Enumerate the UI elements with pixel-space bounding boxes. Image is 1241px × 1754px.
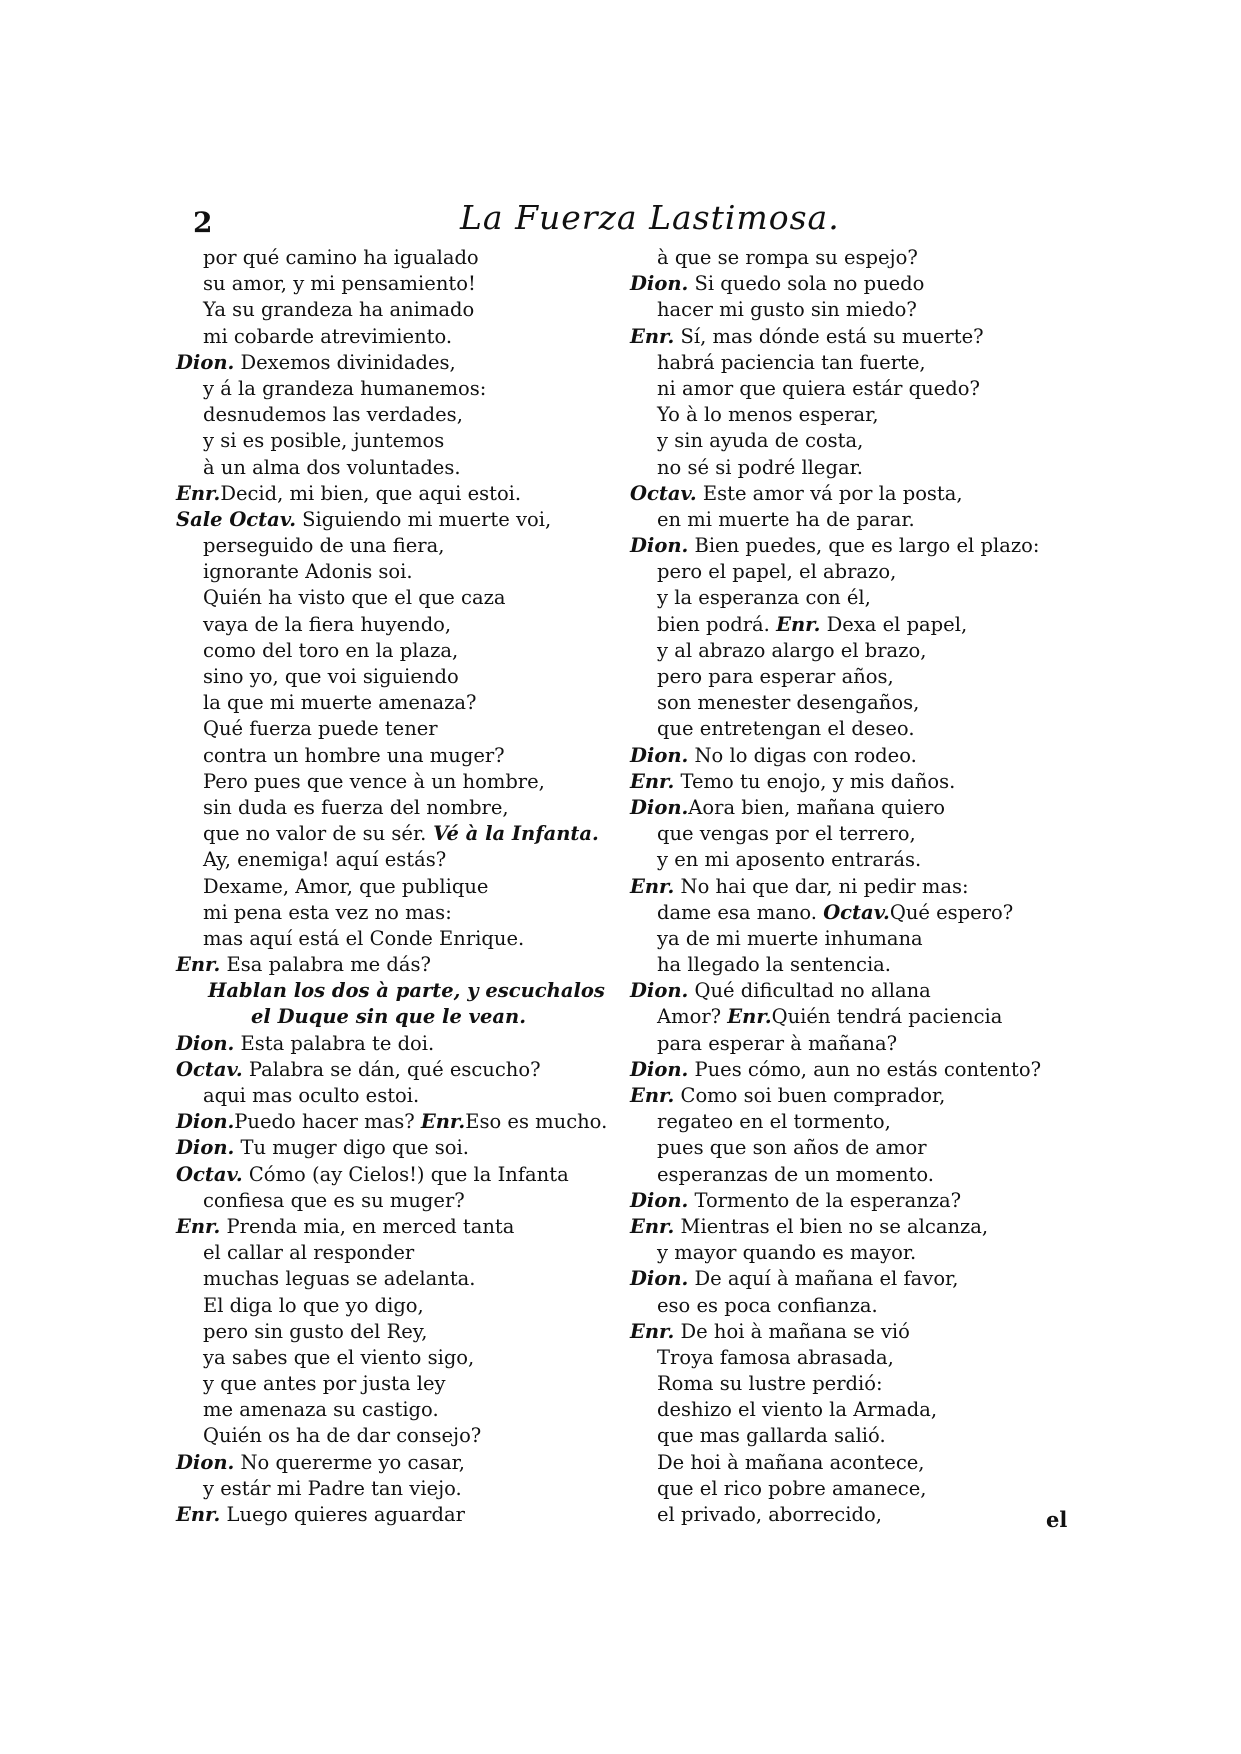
verse-line (630, 716, 1070, 742)
line-text: vaya de la fiera huyendo, (203, 612, 452, 636)
line-text: pero para esperar años, (657, 665, 894, 688)
line-text: Esa palabra me dás? (220, 953, 431, 977)
verse-line (630, 559, 1070, 585)
verse-line (176, 559, 626, 585)
speaker-name: Enr. (420, 1110, 466, 1134)
speaker-name: Enr. (630, 1319, 675, 1343)
verse-line (176, 1214, 626, 1240)
line-text: Cómo (ay Cielos!) que la Infanta (242, 1162, 569, 1186)
verse-line (630, 821, 1070, 847)
speaker-name: Dion. (176, 1110, 235, 1134)
line-text: Quién tendrá paciencia (771, 1005, 1003, 1029)
line-text: No hai que dar, ni pedir mas: (674, 874, 969, 898)
speaker-name: Enr. (630, 324, 675, 348)
verse-line (630, 900, 1070, 926)
line-text: contra un hombre una muger? (203, 743, 505, 767)
verse-line (176, 1135, 626, 1161)
verse-line (176, 847, 626, 873)
line-text: ni amor que quiera estár quedo? (657, 376, 980, 400)
line-text: que mas gallarda salió. (657, 1424, 886, 1448)
line-text: Si quedo sola no puedo (688, 272, 925, 296)
line-text: Dexemos divinidades, (234, 350, 456, 374)
line-text: en mi muerte ha de parar. (657, 507, 915, 531)
line-text: Luego quieres aguardar (220, 1503, 465, 1526)
verse-line (176, 1188, 626, 1214)
verse-line (176, 271, 626, 297)
line-text: Esta palabra te doi. (234, 1031, 435, 1055)
verse-line (630, 245, 1070, 271)
verse-line (176, 245, 626, 271)
speaker-name: Enr. (630, 874, 675, 898)
verse-line (630, 1031, 1070, 1057)
line-text: su amor, y mi pensamiento! (203, 272, 476, 296)
line-text: regateo en el tormento, (657, 1110, 891, 1134)
line-text: Pues cómo, aun no estás contento? (688, 1057, 1042, 1081)
line-text: y sin ayuda de costa, (657, 429, 864, 453)
line-text: Amor? (657, 1005, 728, 1029)
line-text: no sé si podré llegar. (657, 455, 863, 479)
verse-line (176, 1057, 626, 1083)
verse-line (176, 716, 626, 742)
verse-line (630, 1188, 1070, 1214)
line-text: Mientras el bien no se alcanza, (674, 1214, 989, 1238)
verse-line (630, 1371, 1070, 1397)
verse-line (176, 376, 626, 402)
line-text: y si es posible, juntemos (203, 429, 445, 453)
line-text: Qué dificultad no allana (688, 979, 931, 1003)
verse-line (176, 1266, 626, 1292)
verse-line (176, 428, 626, 454)
line-text: Tormento de la esperanza? (688, 1188, 962, 1212)
verse-line (176, 297, 626, 323)
line-text: Palabra se dán, qué escucho? (242, 1057, 541, 1081)
verse-line (176, 952, 626, 978)
line-text: à un alma dos voluntades. (203, 455, 461, 479)
verse-line (630, 376, 1070, 402)
speaker-name: Enr. (176, 1503, 221, 1526)
verse-line (630, 507, 1070, 533)
verse-line (176, 350, 626, 376)
line-text: Aora bien, mañana quiero (688, 795, 946, 819)
verse-line (630, 481, 1070, 507)
speaker-name: Dion. (176, 1136, 235, 1160)
verse-line (176, 1004, 626, 1030)
verse-line (630, 271, 1070, 297)
line-text: Bien puedes, que es largo el plazo: (688, 534, 1040, 558)
speaker-name: Enr. (176, 481, 221, 505)
line-text: Dexa el papel, (820, 612, 968, 636)
line-text: Quién ha visto que el que caza (203, 586, 506, 610)
line-text: la que mi muerte amenaza? (203, 691, 477, 715)
line-text: mas aquí está el Conde Enrique. (203, 926, 525, 950)
line-text: No quererme yo casar, (234, 1450, 466, 1474)
verse-line (630, 1293, 1070, 1319)
line-text: Como soi buen comprador, (674, 1084, 946, 1107)
verse-line (630, 612, 1070, 638)
line-text: El diga lo que yo digo, (203, 1293, 424, 1317)
verse-line (630, 769, 1070, 795)
verse-line (630, 455, 1070, 481)
verse-line (630, 1423, 1070, 1449)
speaker-name: Dion. (630, 795, 689, 819)
line-text: Puedo hacer mas? (234, 1110, 421, 1134)
verse-line (630, 350, 1070, 376)
verse-line (630, 1214, 1070, 1240)
verse-line (630, 664, 1070, 690)
line-text: y mayor quando es mayor. (657, 1241, 917, 1265)
line-text: y en mi aposento entrarás. (657, 848, 922, 872)
speaker-name: Dion. (630, 743, 689, 767)
speaker-name: Dion. (630, 979, 689, 1003)
speaker-name: Enr. (176, 1214, 221, 1238)
verse-line (630, 690, 1070, 716)
speaker-name: Octav. (630, 481, 697, 505)
line-text: son menester desengaños, (657, 691, 920, 715)
speaker-name: Dion. (630, 1267, 689, 1291)
verse-line (176, 324, 626, 350)
line-text: Sí, mas dónde está su muerte? (674, 324, 984, 348)
speaker-name: Sale Octav. (176, 507, 296, 531)
line-text: Temo tu enojo, y mis daños. (674, 769, 956, 793)
verse-line (630, 1502, 1070, 1528)
verse-line (176, 900, 626, 926)
line-text: el callar al responder (203, 1241, 415, 1265)
line-text: me amenaza su castigo. (203, 1398, 439, 1422)
line-text: muchas leguas se adelanta. (203, 1267, 476, 1291)
running-title: La Fuerza Lastimosa. (460, 198, 840, 237)
line-text: Siguiendo mi muerte voi, (295, 507, 552, 531)
line-text: mi pena esta vez no mas: (203, 900, 452, 924)
verse-line (630, 952, 1070, 978)
verse-line (630, 533, 1070, 559)
speaker-name: Enr. (630, 1084, 675, 1107)
line-text: Troya famosa abrasada, (657, 1345, 894, 1369)
verse-line (176, 585, 626, 611)
verse-line (630, 795, 1070, 821)
verse-line (630, 1266, 1070, 1292)
line-text: y á la grandeza humanemos: (203, 376, 487, 400)
verse-line (176, 533, 626, 559)
line-text: por qué camino ha igualado (203, 246, 479, 269)
line-text: ya de mi muerte inhumana (657, 926, 923, 950)
verse-line (630, 1109, 1070, 1135)
speaker-name: Enr. (630, 769, 675, 793)
verse-line (630, 324, 1070, 350)
speaker-name: Dion. (176, 350, 235, 374)
verse-line (176, 481, 626, 507)
verse-line (176, 769, 626, 795)
verse-line (176, 1240, 626, 1266)
line-text: Pero pues que vence à un hombre, (203, 769, 545, 793)
verse-line (630, 1162, 1070, 1188)
line-text: hacer mi gusto sin miedo? (657, 298, 917, 322)
verse-line (630, 926, 1070, 952)
line-text: que el rico pobre amanece, (657, 1476, 927, 1500)
line-text: De aquí à mañana el favor, (688, 1267, 959, 1291)
line-text: Yo à lo menos esperar, (657, 403, 879, 427)
verse-line (630, 1345, 1070, 1371)
line-text: Roma su lustre perdió: (657, 1372, 883, 1396)
line-text: Ay, enemiga! aquí estás? (203, 848, 447, 872)
line-text: y la esperanza con él, (657, 586, 871, 610)
line-text: Decid, mi bien, que aqui estoi. (220, 481, 522, 505)
verse-line (630, 1319, 1070, 1345)
speaker-name: Octav. (176, 1162, 243, 1186)
verse-line (176, 1476, 626, 1502)
speaker-name: Enr. (776, 612, 821, 636)
verse-line (176, 1371, 626, 1397)
line-text: dame esa mano. (657, 900, 824, 924)
speaker-name: Enr. (176, 953, 221, 977)
line-text: como del toro en la plaza, (203, 638, 459, 662)
verse-line (630, 1083, 1070, 1109)
verse-line (176, 978, 626, 1004)
line-text: para esperar à mañana? (657, 1031, 898, 1055)
line-text: que no valor de su sér. (203, 822, 427, 846)
stage-direction: Vé à la Infanta. (426, 822, 599, 846)
line-text: mi cobarde atrevimiento. (203, 324, 453, 348)
verse-line (176, 1345, 626, 1371)
verse-line (630, 585, 1070, 611)
verse-line (176, 795, 626, 821)
verse-line (176, 1423, 626, 1449)
speaker-name: Dion. (630, 272, 689, 296)
verse-line (630, 1450, 1070, 1476)
line-text: y que antes por justa ley (203, 1372, 446, 1396)
verse-line (176, 1450, 626, 1476)
verse-line (630, 847, 1070, 873)
speaker-name: Dion. (176, 1450, 235, 1474)
verse-line (176, 1109, 626, 1135)
verse-line (176, 1293, 626, 1319)
line-text: que entretengan el deseo. (657, 717, 915, 741)
line-text: habrá paciencia tan fuerte, (657, 350, 926, 374)
verse-line (630, 1240, 1070, 1266)
verse-line (630, 874, 1070, 900)
line-text: deshizo el viento la Armada, (657, 1398, 938, 1422)
line-text: Hablan los dos à parte, y escuchalos (208, 979, 605, 1003)
line-text: pues que son años de amor (657, 1136, 927, 1160)
line-text: ha llegado la sentencia. (657, 953, 892, 977)
verse-line (176, 874, 626, 900)
line-text: No lo digas con rodeo. (688, 743, 917, 767)
verse-line (176, 1083, 626, 1109)
speaker-name: Dion. (630, 1188, 689, 1212)
speaker-name: Dion. (630, 534, 689, 558)
verse-line (630, 297, 1070, 323)
line-text: De hoi à mañana se vió (674, 1319, 910, 1343)
verse-line (176, 455, 626, 481)
line-text: Qué espero? (889, 900, 1014, 924)
speaker-name: Enr. (727, 1005, 772, 1029)
line-text: Este amor vá por la posta, (696, 481, 963, 505)
line-text: Dexame, Amor, que publique (203, 874, 489, 898)
verse-line (176, 638, 626, 664)
line-text: perseguido de una fiera, (203, 534, 445, 558)
verse-line (176, 664, 626, 690)
line-text: ignorante Adonis soi. (203, 560, 413, 584)
line-text: Ya su grandeza ha animado (203, 298, 475, 322)
verse-line (630, 1476, 1070, 1502)
verse-line (176, 1162, 626, 1188)
verse-line (176, 1319, 626, 1345)
speaker-name: Dion. (176, 1031, 235, 1055)
verse-line (630, 1397, 1070, 1423)
line-text: pero sin gusto del Rey, (203, 1319, 428, 1343)
page-number: 2 (193, 206, 213, 239)
verse-line (630, 428, 1070, 454)
line-text: el privado, aborrecido, (657, 1503, 882, 1526)
verse-line (176, 926, 626, 952)
verse-line (176, 821, 626, 847)
verse-line (176, 402, 626, 428)
verse-line (176, 1031, 626, 1057)
line-text: Quién os ha de dar consejo? (203, 1424, 482, 1448)
line-text: Prenda mia, en merced tanta (220, 1214, 515, 1238)
verse-line (176, 507, 626, 533)
line-text: à que se rompa su espejo? (657, 246, 918, 269)
line-text: esperanzas de un momento. (657, 1162, 934, 1186)
verse-line (630, 978, 1070, 1004)
line-text: y estár mi Padre tan viejo. (203, 1476, 462, 1500)
line-text: sino yo, que voi siguiendo (203, 665, 459, 688)
line-text: Tu muger digo que soi. (234, 1136, 469, 1160)
line-text: confiesa que es su muger? (203, 1188, 465, 1212)
verse-line (630, 638, 1070, 664)
right-column (630, 245, 1070, 1528)
verse-line (630, 1135, 1070, 1161)
verse-line (176, 612, 626, 638)
line-text: pero el papel, el abrazo, (657, 560, 897, 584)
verse-line (176, 1502, 626, 1528)
verse-line (630, 1057, 1070, 1083)
catchword: el (1046, 1507, 1068, 1532)
verse-line (176, 743, 626, 769)
left-column (176, 245, 626, 1528)
line-text: desnudemos las verdades, (203, 403, 463, 427)
line-text: bien podrá. (657, 612, 777, 636)
line-text: y al abrazo alargo el brazo, (657, 638, 927, 662)
line-text: que vengas por el terrero, (657, 822, 916, 846)
verse-line (176, 690, 626, 716)
verse-line (176, 1397, 626, 1423)
line-text: Eso es mucho. (465, 1110, 608, 1134)
line-text: De hoi à mañana acontece, (657, 1450, 925, 1474)
line-text: el Duque sin que le vean. (251, 1005, 526, 1029)
speaker-name: Octav. (823, 900, 890, 924)
verse-line (630, 1004, 1070, 1030)
verse-line (630, 743, 1070, 769)
speaker-name: Enr. (630, 1214, 675, 1238)
line-text: sin duda es fuerza del nombre, (203, 795, 509, 819)
line-text: Qué fuerza puede tener (203, 717, 438, 741)
speaker-name: Dion. (630, 1057, 689, 1081)
line-text: aqui mas oculto estoi. (203, 1084, 420, 1107)
speaker-name: Octav. (176, 1057, 243, 1081)
line-text: eso es poca confianza. (657, 1293, 878, 1317)
verse-line (630, 402, 1070, 428)
line-text: ya sabes que el viento sigo, (203, 1345, 475, 1369)
